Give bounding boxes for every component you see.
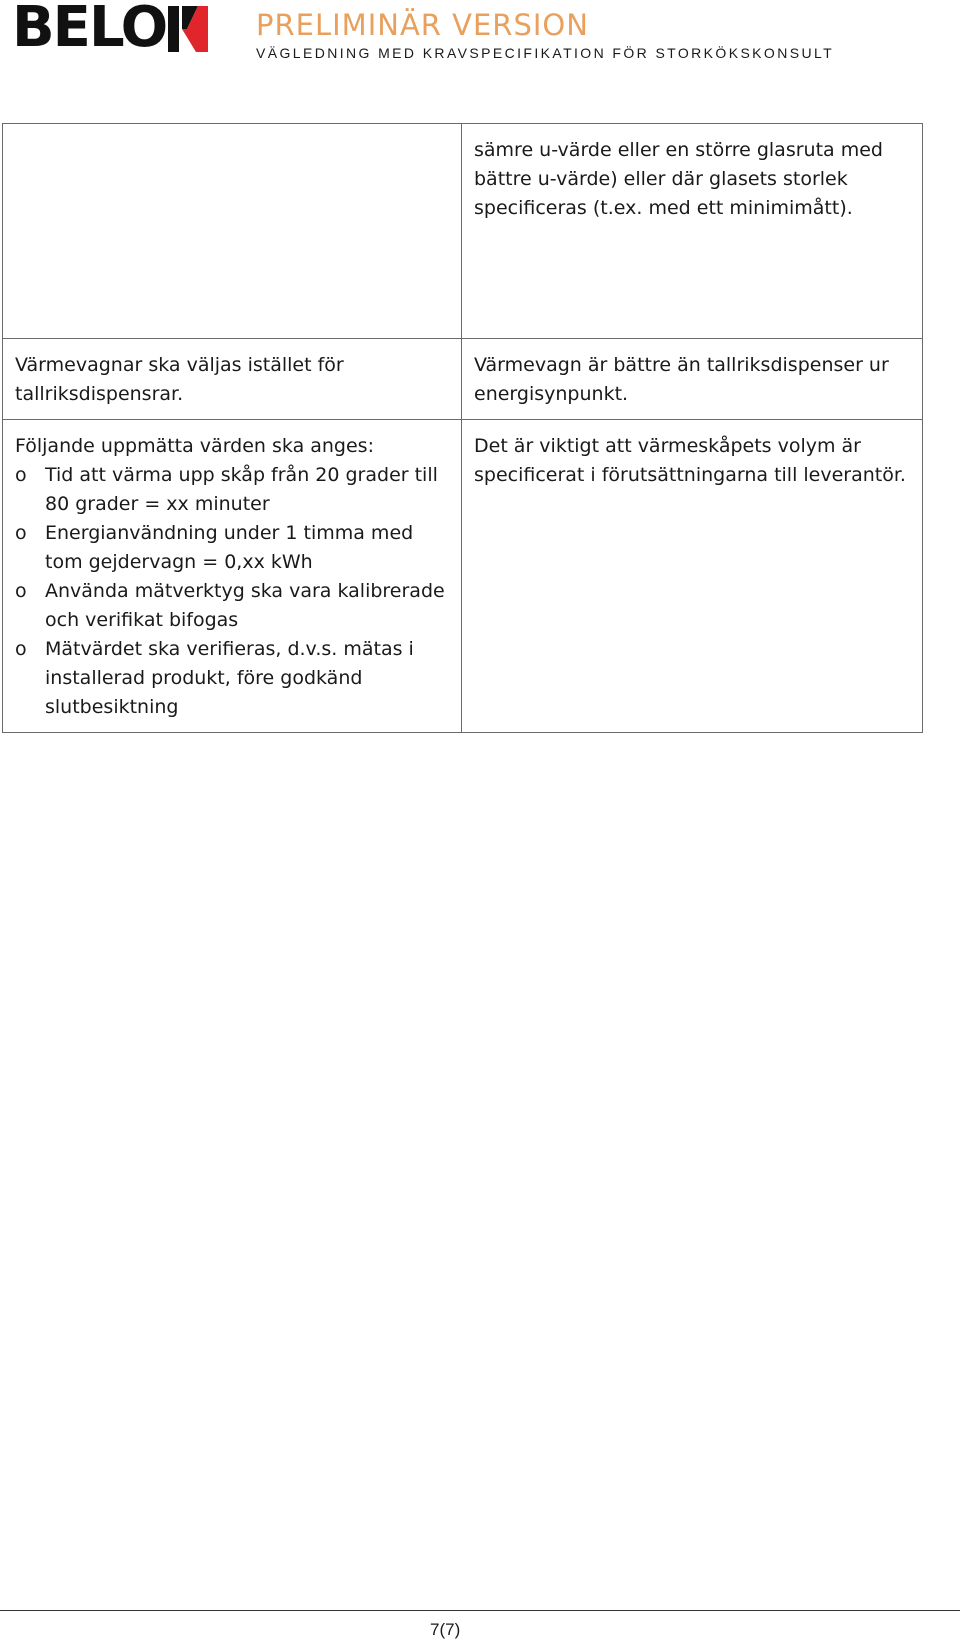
bullet-marker: o <box>15 522 27 544</box>
bullet-text: Använda mätverktyg ska vara kalibrerade och verifikat bifogas <box>45 580 445 631</box>
table-row <box>3 420 923 733</box>
table-row <box>3 339 923 420</box>
measurement-bullet-list <box>15 461 449 722</box>
bullet-marker: o <box>15 464 27 486</box>
table-cell-comment <box>462 124 923 339</box>
document-subtitle: VÄGLEDNING MED KRAVSPECIFIKATION FÖR STORKÖKSKONSULT <box>256 45 835 61</box>
page-header <box>0 0 960 70</box>
table-cell-requirement <box>3 124 462 339</box>
table-cell-comment <box>462 420 923 733</box>
belok-logo <box>12 0 208 60</box>
list-item <box>15 577 449 635</box>
bullet-marker: o <box>15 638 27 660</box>
logo-text: BELO <box>12 0 167 60</box>
bullet-text: Mätvärdet ska verifieras, d.v.s. mätas i installerad produkt, före godkänd slutbesiktning <box>45 638 414 718</box>
belok-k-logo-mark-icon <box>168 6 208 52</box>
table-cell-requirement <box>3 420 462 733</box>
bullet-marker: o <box>15 580 27 602</box>
preliminary-version-label: PRELIMINÄR VERSION <box>256 8 589 42</box>
list-item <box>15 461 449 519</box>
footer-divider <box>0 1610 960 1611</box>
requirements-table <box>2 123 923 733</box>
table-row <box>3 124 923 339</box>
table-cell-requirement <box>3 339 462 420</box>
requirement-text: Värmevagnar ska väljas istället för tallriksdispensrar. <box>15 354 344 405</box>
requirement-intro: Följande uppmätta värden ska anges: <box>15 435 374 457</box>
comment-text: sämre u-värde eller en större glasruta med bättre u-värde) eller där glasets storlek specificeras (t.ex. med ett minimimått). <box>474 139 883 219</box>
list-item <box>15 635 449 722</box>
page-number: 7(7) <box>430 1620 461 1639</box>
comment-text: Värmevagn är bättre än tallriksdispenser ur energisynpunkt. <box>474 354 889 405</box>
table-cell-comment <box>462 339 923 420</box>
comment-text: Det är viktigt att värmeskåpets volym är specificerat i förutsättningarna till leverantör. <box>474 435 906 486</box>
bullet-text: Energianvändning under 1 timma med tom gejdervagn = 0,xx kWh <box>45 522 414 573</box>
bullet-text: Tid att värma upp skåp från 20 grader till 80 grader = xx minuter <box>45 464 438 515</box>
list-item <box>15 519 449 577</box>
